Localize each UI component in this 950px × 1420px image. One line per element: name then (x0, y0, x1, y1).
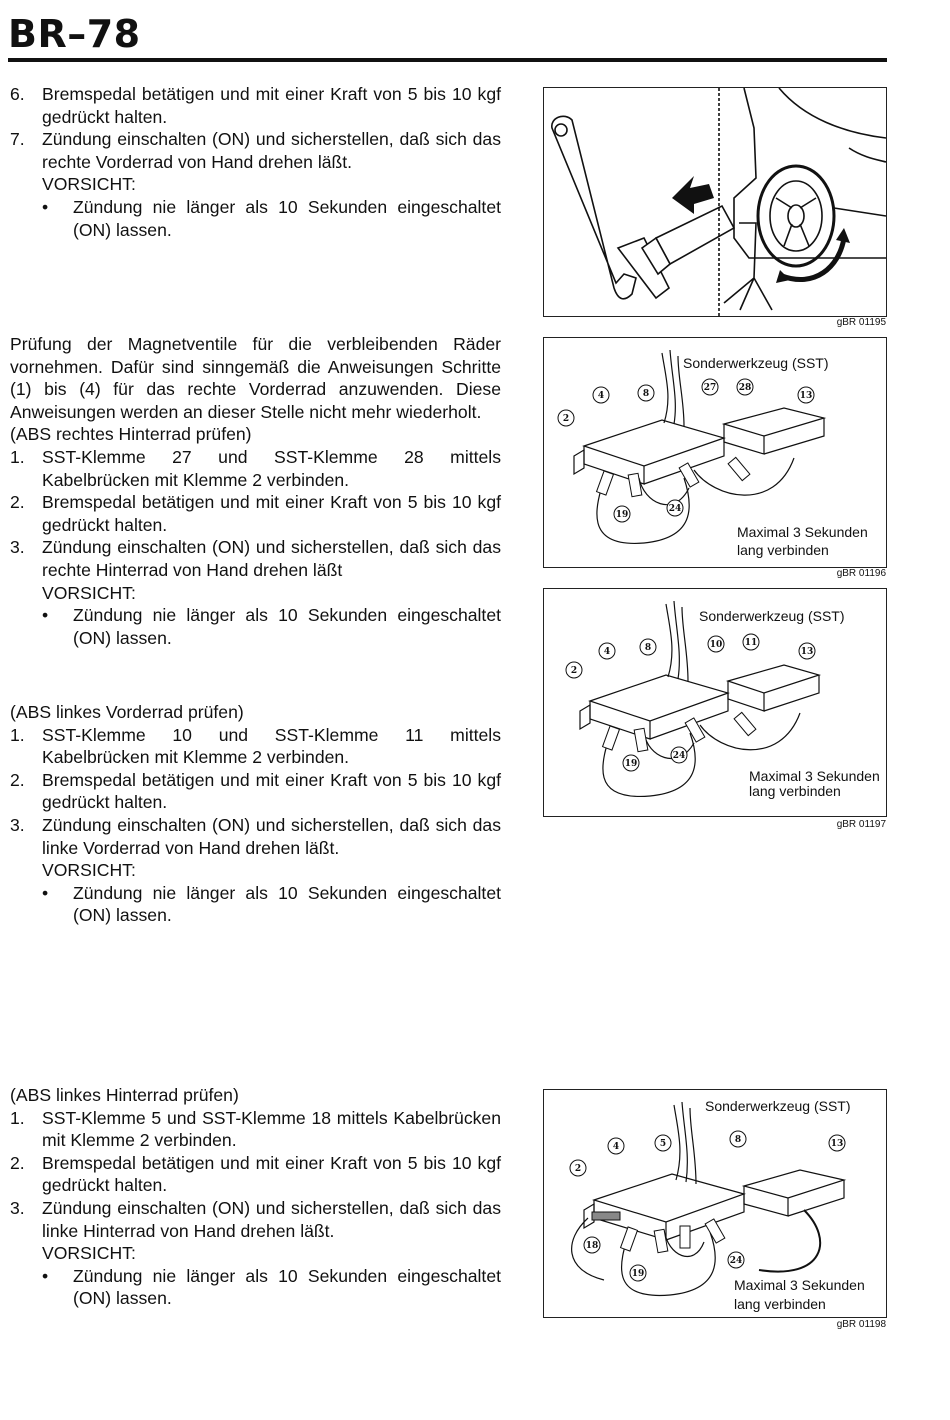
step-text: Zündung einschalten (ON) und sicherstellen, daß sich das linke Vorderrad von Hand drehen läßt. (42, 814, 501, 858)
terminal-label: 11 (744, 638, 758, 648)
step-number: 3. (10, 814, 25, 835)
terminal-label: 24 (668, 504, 682, 514)
terminal-label: 24 (729, 1256, 743, 1266)
caution-bullet (10, 882, 501, 927)
push-arrow-icon (672, 176, 714, 214)
terminal-label: 4 (612, 1142, 620, 1152)
rotate-arrow-head-icon (836, 228, 850, 243)
tool-label: Sonderwerkzeug (SST) (699, 608, 845, 624)
terminal-label: 27 (703, 383, 717, 393)
terminal-label: 8 (644, 643, 652, 653)
step-1 (10, 446, 501, 491)
terminal-label: 19 (624, 759, 638, 769)
step-3 (10, 814, 501, 859)
section-heading: (ABS linkes Vorderrad prüfen) (10, 702, 244, 722)
step-number: 1. (10, 446, 25, 467)
step-2 (10, 769, 501, 814)
step-number: 1. (10, 724, 25, 745)
step-7 (10, 128, 501, 173)
tool-label: Sonderwerkzeug (SST) (683, 355, 829, 371)
figure-connector-rear-right (543, 337, 887, 568)
terminal-label: 5 (659, 1139, 667, 1149)
pedal-wheel-illustration (544, 88, 886, 316)
figure-caption: gBR 01198 (836, 1319, 886, 1330)
section-2 (10, 333, 501, 649)
step-number: 2. (10, 492, 25, 513)
section-1 (10, 83, 501, 241)
terminal-label: 13 (830, 1139, 844, 1149)
figure-caption: gBR 01197 (836, 819, 886, 830)
caution-label: VORSICHT: (42, 582, 136, 603)
figure-connector-front-left (543, 588, 887, 817)
note-line-1: Maximal 3 Sekunden (737, 524, 868, 540)
step-text: SST-Klemme 10 und SST-Klemme 11 mittels Kabelbrücken mit Klemme 2 verbinden. (42, 724, 501, 768)
terminal-label: 19 (615, 510, 629, 520)
connector-illustration (544, 338, 886, 567)
terminal-label: 19 (631, 1269, 645, 1279)
tool-label: Sonderwerkzeug (SST) (705, 1098, 851, 1114)
bullet-dot: • (42, 882, 49, 903)
terminal-label: 2 (562, 414, 570, 424)
page-header: BR–78 (8, 12, 141, 56)
terminal-label: 28 (738, 383, 752, 393)
step-text: SST-Klemme 27 und SST-Klemme 28 mittels Kabelbrücken mit Klemme 2 verbinden. (42, 446, 501, 490)
step-number: 6. (10, 84, 25, 104)
step-text: Zündung einschalten (ON) und sicherstellen, daß sich das linke Hinterrad von Hand drehen läßt. (42, 1197, 501, 1241)
figure-caption: gBR 01195 (836, 317, 886, 328)
section-4 (10, 1084, 501, 1310)
step-2 (10, 1152, 501, 1197)
section-3 (10, 701, 501, 927)
step-number: 1. (10, 1107, 25, 1128)
step-text: Bremspedal betätigen und mit einer Kraft von 5 bis 10 kgf gedrückt halten. (42, 769, 501, 813)
note-line-2: lang verbinden (749, 783, 841, 799)
note-line-2: lang verbinden (737, 542, 829, 558)
section-heading: (ABS rechtes Hinterrad prüfen) (10, 424, 252, 445)
step-text: Zündung einschalten (ON) und sicherstellen, daß sich das rechte Vorderrad von Hand drehen läßt. (42, 129, 501, 172)
step-number: 3. (10, 1197, 25, 1218)
caution-bullet (10, 196, 501, 241)
terminal-label: 10 (709, 640, 723, 650)
terminal-label: 8 (642, 389, 650, 399)
terminal-label: 18 (585, 1241, 599, 1251)
terminal-label: 2 (574, 1164, 582, 1174)
bullet-text: Zündung nie länger als 10 Sekunden eingeschaltet (ON) lassen. (73, 196, 501, 240)
step-text: Bremspedal betätigen und mit einer Kraft von 5 bis 10 kgf gedrückt halten. (42, 84, 501, 127)
step-6 (10, 83, 501, 128)
figure-caption: gBR 01196 (836, 568, 886, 579)
bullet-text: Zündung nie länger als 10 Sekunden eingeschaltet (ON) lassen. (73, 882, 501, 926)
terminal-label: 8 (734, 1135, 742, 1145)
bullet-dot: • (42, 605, 49, 626)
step-2 (10, 491, 501, 536)
step-number: 2. (10, 1152, 25, 1173)
bullet-text: Zündung nie länger als 10 Sekunden eingeschaltet (ON) lassen. (73, 605, 501, 648)
terminal-label: 4 (597, 391, 605, 401)
step-3 (10, 1197, 501, 1242)
caution-bullet (10, 1265, 501, 1310)
terminal-label: 4 (603, 647, 611, 657)
note-line-1: Maximal 3 Sekunden (734, 1277, 865, 1293)
step-number: 7. (10, 129, 25, 150)
terminal-label: 13 (799, 391, 813, 401)
step-1 (10, 1107, 501, 1152)
step-number: 3. (10, 537, 25, 558)
step-1 (10, 724, 501, 769)
step-3 (10, 536, 501, 581)
caution-label: VORSICHT: (42, 860, 136, 881)
caution-label: VORSICHT: (42, 174, 136, 195)
caution-bullet (10, 604, 501, 649)
terminal-label: 13 (800, 647, 814, 657)
terminal-label: 24 (672, 751, 686, 761)
step-text: Bremspedal betätigen und mit einer Kraft von 5 bis 10 kgf gedrückt halten. (42, 1152, 501, 1196)
note-line-1: Maximal 3 Sekunden (749, 768, 880, 784)
bullet-dot: • (42, 196, 49, 217)
connector-illustration (544, 1090, 886, 1317)
figure-pedal-wheel (543, 87, 887, 317)
intro-paragraph: Prüfung der Magnetventile für die verbleibenden Räder vornehmen. Dafür sind sinngemäß die Anweisungen Schritte (1) bis (4) für das rechte Vorderrad anzuwenden. Diese Anweisungen werden an dieser Stelle nicht mehr wiederholt. (10, 334, 501, 422)
step-text: Bremspedal betätigen und mit einer Kraft von 5 bis 10 kgf gedrückt halten. (42, 492, 501, 535)
section-heading: (ABS linkes Hinterrad prüfen) (10, 1085, 239, 1105)
bullet-text: Zündung nie länger als 10 Sekunden eingeschaltet (ON) lassen. (73, 1265, 501, 1309)
step-text: SST-Klemme 5 und SST-Klemme 18 mittels Kabelbrücken mit Klemme 2 verbinden. (42, 1107, 501, 1151)
connector-illustration (544, 589, 886, 816)
note-line-2: lang verbinden (734, 1296, 826, 1312)
figure-connector-rear-left (543, 1089, 887, 1318)
step-number: 2. (10, 769, 25, 790)
bullet-dot: • (42, 1265, 49, 1286)
step-text: Zündung einschalten (ON) und sicherstellen, daß sich das rechte Hinterrad von Hand drehen läßt (42, 537, 501, 580)
caution-label: VORSICHT: (42, 1243, 136, 1264)
header-rule (8, 58, 887, 62)
terminal-label: 2 (570, 666, 578, 676)
